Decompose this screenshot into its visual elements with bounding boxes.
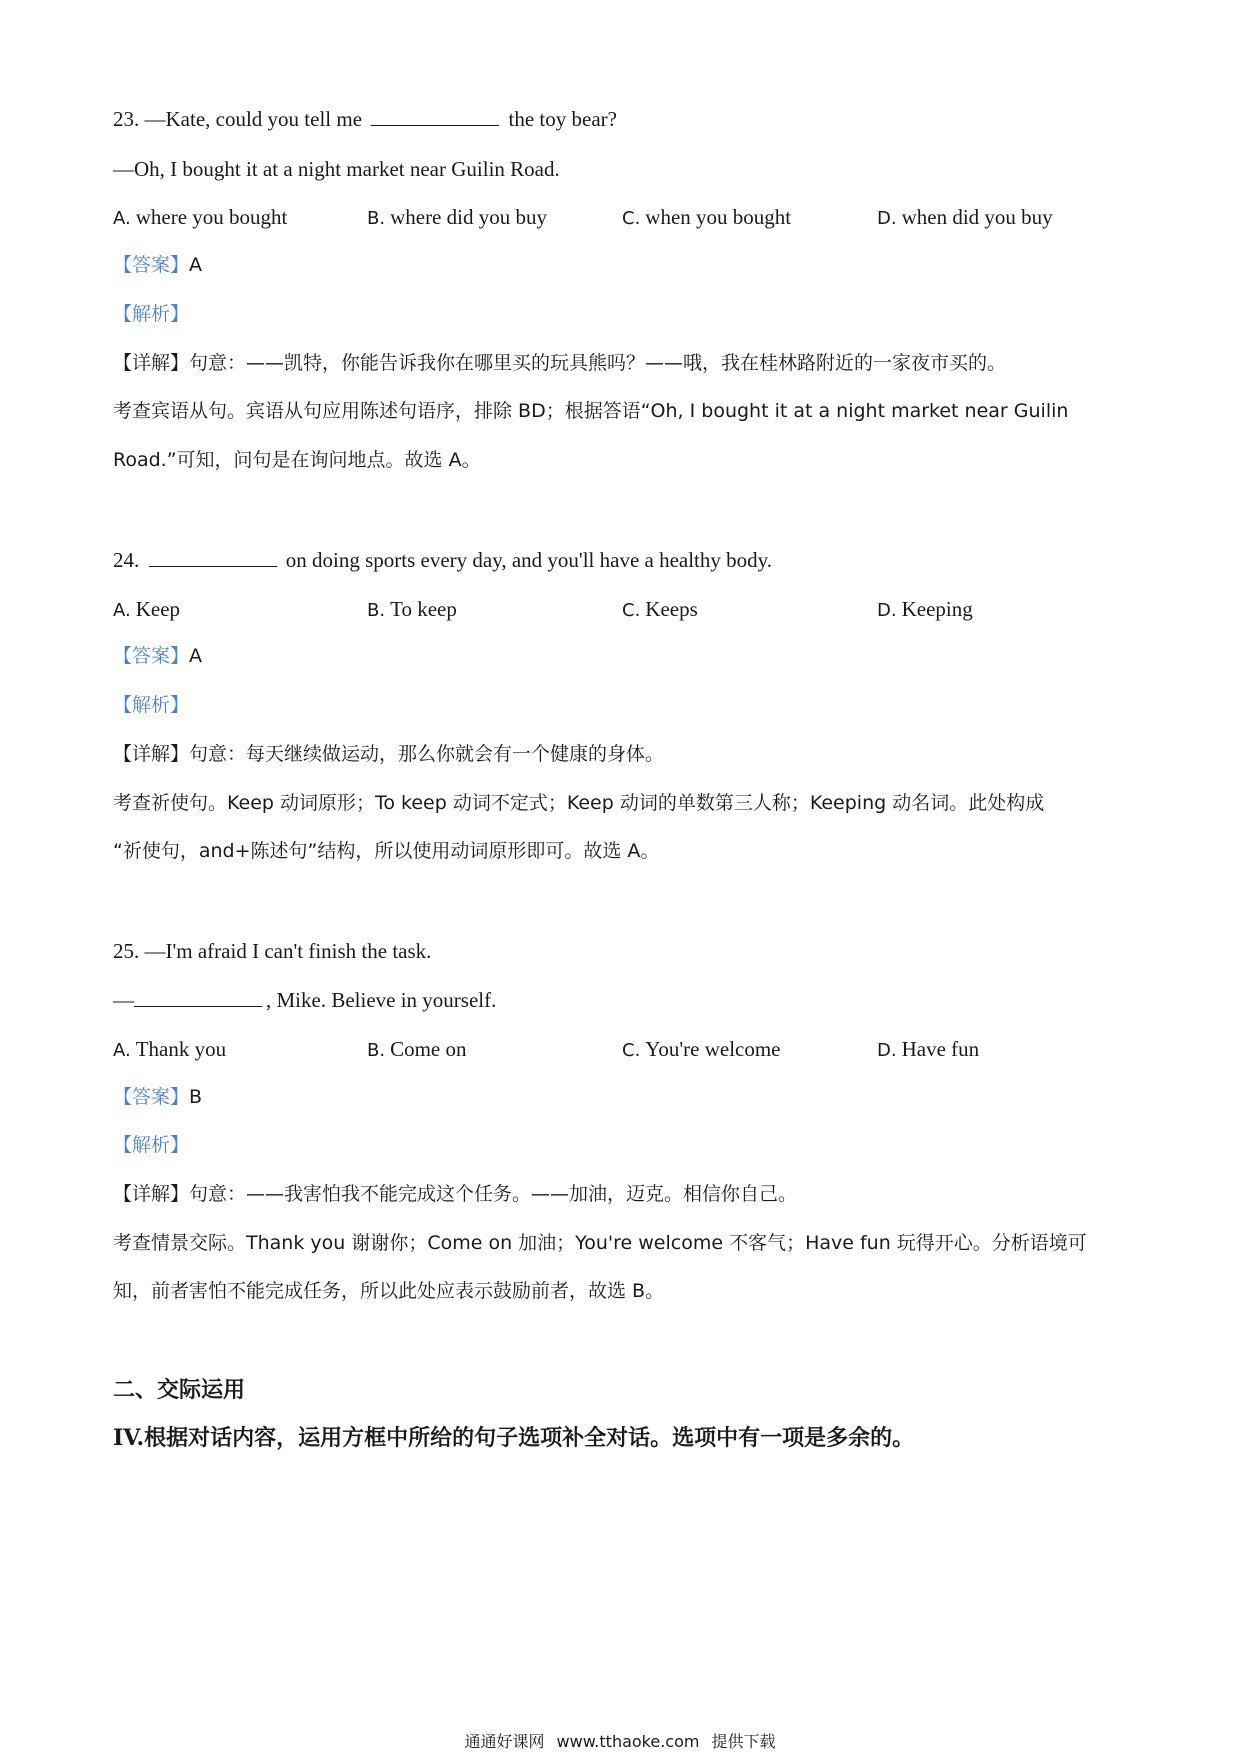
detail-text: 句意：——我害怕我不能完成这个任务。——加油，迈克。相信你自己。: [189, 1183, 798, 1205]
q25-blank: [134, 988, 262, 1007]
q25-reply: [113, 988, 496, 1013]
q23-explanation-line-2: Road.”可知，问句是在询问地点。故选 A。: [113, 449, 481, 471]
q24-number: 24.: [113, 548, 140, 572]
option-text: Come on: [390, 1037, 467, 1061]
q25-reply-after: , Mike. Believe in yourself.: [266, 988, 497, 1012]
footer-url[interactable]: www.tthaoke.com: [556, 1732, 700, 1751]
option-text: Keep: [135, 597, 181, 621]
answer-value: A: [189, 645, 203, 667]
option-letter: C.: [622, 600, 641, 621]
option-letter: A.: [113, 1040, 131, 1061]
q25-option-a: [113, 1037, 226, 1062]
q23-detail: [113, 352, 1006, 375]
q25-number: 25.: [113, 939, 140, 963]
option-text: Thank you: [135, 1037, 227, 1061]
detail-tag: 【详解】: [113, 743, 190, 765]
q23-option-c: [622, 205, 791, 230]
q23-answer: [113, 254, 202, 277]
answer-value: B: [189, 1086, 203, 1108]
detail-tag: 【详解】: [113, 352, 190, 374]
answer-tag: 【答案】: [113, 254, 190, 276]
option-text: Keeping: [901, 597, 973, 621]
option-letter: B.: [367, 208, 386, 229]
option-text: You're welcome: [645, 1037, 781, 1061]
answer-tag: 【答案】: [113, 645, 190, 667]
q24-explanation-line-2: “祈使句，and+陈述句”结构，所以使用动词原形即可。故选 A。: [113, 840, 660, 862]
q24-blank: [149, 548, 277, 567]
q25-detail: [113, 1183, 797, 1206]
q24-answer: [113, 645, 202, 668]
q25-analysis-tag: 【解析】: [113, 1134, 190, 1156]
q23-explanation-line-1: 考查宾语从句。宾语从句应用陈述句语序，排除 BD；根据答语“Oh, I bought it at a night market near Guilin: [113, 400, 1069, 422]
q23-stem-before: —Kate, could you tell me: [144, 107, 363, 131]
q24-explanation-line-1: 考查祈使句。Keep 动词原形；To keep 动词不定式；Keep 动词的单数第三人称；Keeping 动名词。此处构成: [113, 792, 1045, 814]
option-letter: C.: [622, 208, 641, 229]
q23-option-a: [113, 205, 287, 230]
q25-explanation-line-2: 知，前者害怕不能完成任务，所以此处应表示鼓励前者，故选 B。: [113, 1280, 665, 1302]
option-letter: D.: [877, 600, 897, 621]
option-letter: A.: [113, 208, 131, 229]
q24-option-a: [113, 597, 180, 622]
q25-stem: [113, 939, 431, 964]
option-letter: C.: [622, 1040, 641, 1061]
option-text: Have fun: [901, 1037, 980, 1061]
detail-text: 句意：——凯特，你能告诉我你在哪里买的玩具熊吗？——哦，我在桂林路附近的一家夜市买的。: [189, 352, 1007, 374]
option-text: To keep: [390, 597, 457, 621]
answer-value: A: [189, 254, 203, 276]
q23-analysis-tag: 【解析】: [113, 303, 190, 325]
q23-reply: —Oh, I bought it at a night market near Guilin Road.: [113, 157, 560, 181]
option-letter: B.: [367, 600, 386, 621]
q24-stem: [113, 548, 772, 573]
detail-tag: 【详解】: [113, 1183, 190, 1205]
q23-blank: [371, 107, 499, 126]
detail-text: 句意：每天继续做运动，那么你就会有一个健康的身体。: [189, 743, 665, 765]
answer-tag: 【答案】: [113, 1086, 190, 1108]
q25-explanation-line-1: 考查情景交际。Thank you 谢谢你；Come on 加油；You're welcome 不客气；Have fun 玩得开心。分析语境可: [113, 1232, 1087, 1254]
section-title: 二、交际运用: [113, 1377, 246, 1403]
q23-stem-after: the toy bear?: [508, 107, 617, 131]
option-text: where you bought: [135, 205, 288, 229]
q25-option-b: [367, 1037, 467, 1062]
option-text: where did you buy: [390, 205, 547, 229]
q25-option-d: [877, 1037, 979, 1062]
footer-note: 提供下载: [711, 1732, 776, 1751]
option-letter: B.: [367, 1040, 386, 1061]
page-footer: [0, 1729, 1240, 1752]
q25-reply-before: —: [113, 988, 134, 1012]
option-letter: D.: [877, 1040, 897, 1061]
q24-option-c: [622, 597, 698, 622]
q24-detail: [113, 743, 664, 766]
footer-site-name: 通通好课网: [464, 1732, 545, 1751]
q24-option-d: [877, 597, 973, 622]
q24-option-b: [367, 597, 457, 622]
q23-number: 23.: [113, 107, 140, 131]
section-instruction: IV.根据对话内容，运用方框中所给的句子选项补全对话。选项中有一项是多余的。: [113, 1425, 915, 1451]
q25-option-c: [622, 1037, 781, 1062]
option-letter: A.: [113, 600, 131, 621]
q24-analysis-tag: 【解析】: [113, 694, 190, 716]
q25-answer: [113, 1086, 202, 1109]
q25-stem-text: —I'm afraid I can't finish the task.: [144, 939, 432, 963]
q24-stem-after: on doing sports every day, and you'll have a healthy body.: [285, 548, 773, 572]
option-text: when you bought: [645, 205, 792, 229]
option-text: Keeps: [645, 597, 698, 621]
q23-option-b: [367, 205, 547, 230]
q23-option-d: [877, 205, 1053, 230]
option-text: when did you buy: [901, 205, 1053, 229]
q23-stem: [113, 107, 617, 132]
option-letter: D.: [877, 208, 897, 229]
